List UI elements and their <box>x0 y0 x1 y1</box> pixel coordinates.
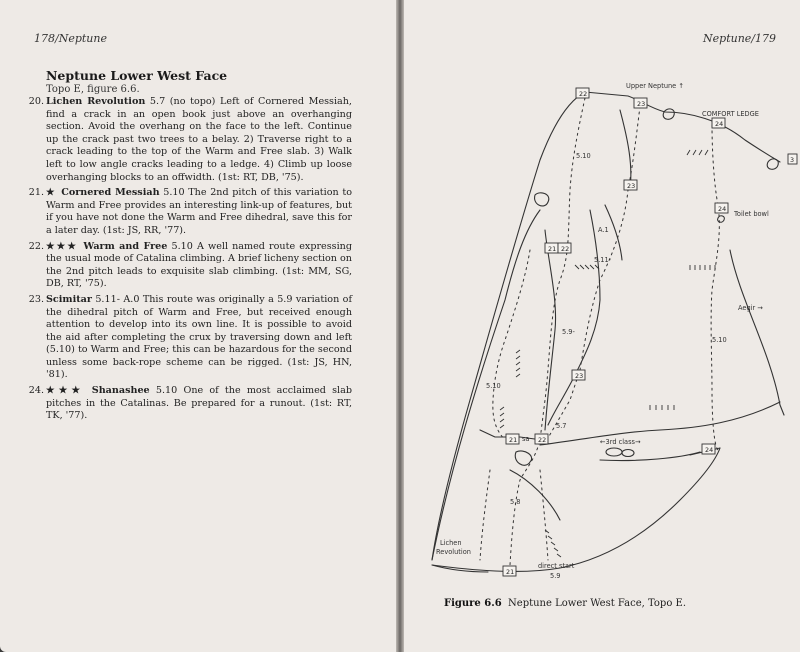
label-lichen: Lichen <box>440 539 462 547</box>
route-description: One of the most acclaimed slab pitches in the Catalinas. Be prepared for a runout. (1st: RT, TK, '77). <box>46 385 352 422</box>
route-box-22: 22 <box>538 436 547 444</box>
caption-text: Neptune Lower West Face, Topo E. <box>508 598 686 609</box>
route-stars: ★★★ <box>46 240 84 252</box>
trees <box>515 451 531 465</box>
route-entry-23 <box>28 293 352 382</box>
book-gutter <box>396 0 404 652</box>
overhang-ticks-7 <box>545 530 561 557</box>
route-entry-20 <box>28 96 352 184</box>
route-description: A well named route expressing the usual mode of Catalina climbing. A brief licheny section on the 2nd pitch leads to exquisite slab climbing. (1st: MM, SG, DB, RT, '75). <box>46 240 352 290</box>
figure-caption <box>444 598 686 609</box>
route-box-21: 21 <box>509 436 518 444</box>
label-comfort-ledge: COMFORT LEDGE <box>702 110 759 118</box>
route-description: This route was originally a 5.9 variation of the dihedral pitch of Warm and Free, but received enough attention to develop into its own line. It is possible to avoid the aid after completing the crux by traversing down and left (5.10) to Warm and Free; this can be hazardous for the second unless some back-rope scheme can be rigged. (1st: JS, HN, '81). <box>46 293 352 381</box>
route-grade: 5.10 <box>167 240 193 252</box>
grade-511: 5.11- <box>594 256 612 264</box>
grade-510-upper: 5.10 <box>576 152 591 160</box>
route-grade: 5.10 <box>149 385 178 397</box>
boulder <box>622 450 634 457</box>
grade-59: 5.9 <box>550 572 561 580</box>
route-box-21: 21 <box>506 568 515 576</box>
label-toilet-bowl: Toilet bowl <box>734 210 769 218</box>
base-line <box>432 448 720 571</box>
running-head-left: 178/Neptune <box>34 32 107 45</box>
grade-57: 5.7 <box>556 422 567 430</box>
overhang-ticks-5 <box>500 407 504 428</box>
tree-top <box>663 109 674 119</box>
right-page <box>404 0 800 652</box>
label-revolution: Revolution <box>436 548 471 556</box>
crack-upper <box>620 110 631 190</box>
grade-510-right: 5.10 <box>712 336 727 344</box>
route-stars: ★ <box>46 187 62 199</box>
section-title: Neptune Lower West Face <box>46 68 228 83</box>
route-line-24 <box>711 125 719 450</box>
route-box-3: 3 <box>790 156 795 164</box>
route-entry-21 <box>28 187 352 237</box>
route-line-23 <box>548 106 640 438</box>
route-number: 22. <box>28 240 44 252</box>
route-description: The 2nd pitch of this variation to Warm and Free provides an interesting link-up of features, but if you have not done the Warm and Free dihedral, save this for a later day. (1st: JS, RR, '77). <box>46 187 352 236</box>
label-third-class: ←3rd class→ <box>600 438 641 446</box>
overhang-ticks-2 <box>690 265 715 270</box>
route-line-21 <box>493 250 530 440</box>
route-box-24: 24 <box>715 120 724 128</box>
route-box-22: 22 <box>579 90 588 98</box>
route-line-lichen <box>480 470 490 560</box>
route-number: 24. <box>28 385 44 397</box>
tree-upper <box>535 193 549 206</box>
route-name: Lichen Revolution <box>46 96 146 107</box>
grade-59-minus: 5.9- <box>562 328 575 336</box>
overhang-ticks-1 <box>575 265 599 269</box>
route-entry-22 <box>28 240 352 291</box>
route-box-24: 24 <box>705 446 714 454</box>
overhang-ticks-6 <box>650 405 674 410</box>
route-number: 21. <box>28 187 44 199</box>
route-grade: 5.10 <box>159 187 185 199</box>
route-name: Cornered Messiah <box>61 187 160 199</box>
route-grade: 5.7 <box>145 96 166 107</box>
label-direct-start: direct start <box>538 562 575 570</box>
route-number: 23. <box>28 293 44 305</box>
face-outline <box>432 92 780 560</box>
route-box-24: 24 <box>718 205 727 213</box>
topo-diagram <box>404 0 800 652</box>
route-box-23: 23 <box>575 372 584 380</box>
route-box-23: 23 <box>637 100 646 108</box>
caption-label: Figure 6.6 <box>444 598 502 609</box>
route-name: Shanashee <box>91 385 150 397</box>
route-line-direct <box>540 470 548 560</box>
route-grade: 5.11- A.0 <box>91 293 140 305</box>
running-head-right: Neptune/179 <box>703 32 776 45</box>
label-sa: sa <box>522 435 530 443</box>
right-buttress <box>730 250 784 415</box>
lower-slab-edge <box>540 402 780 445</box>
route-list <box>28 96 352 426</box>
left-page <box>0 0 396 652</box>
label-aegir: Aegir → <box>738 304 763 312</box>
route-description: (no topo) Left of Cornered Messiah, find a crack in an open book just above an overhanging section. Avoid the overhang on the face to the left. Continue up the crack past two trees to a belay. 2) Traverse right to a crack leading to the top of the Warm and Free slab. 3) Walk left to low angle cracks leading to a ledge. 4) Climb up loose overhanging blocks to an offwidth. (1st: RT, DB, '75). <box>46 96 352 183</box>
overhang-ticks-4 <box>516 350 520 377</box>
grade-58: 5.8 <box>510 498 521 506</box>
overhang-ticks-3 <box>687 150 708 155</box>
route-name: Warm and Free <box>83 240 168 252</box>
route-number: 20. <box>28 96 44 107</box>
label-aid: A.1 <box>598 226 609 234</box>
route-box-21: 21 <box>548 245 557 253</box>
gully-line <box>510 470 560 520</box>
dihedral-22 <box>545 230 556 430</box>
boulder <box>606 448 622 456</box>
route-entry-24 <box>28 385 352 423</box>
grade-510-left: 5.10 <box>486 382 501 390</box>
route-stars: ★★★ <box>46 385 92 397</box>
route-name: Scimitar <box>46 293 92 305</box>
route-box-22: 22 <box>561 245 570 253</box>
route-box-23: 23 <box>627 182 636 190</box>
label-upper-neptune: Upper Neptune ↑ <box>626 82 684 90</box>
section-subtitle: Topo E, figure 6.6. <box>46 84 140 95</box>
